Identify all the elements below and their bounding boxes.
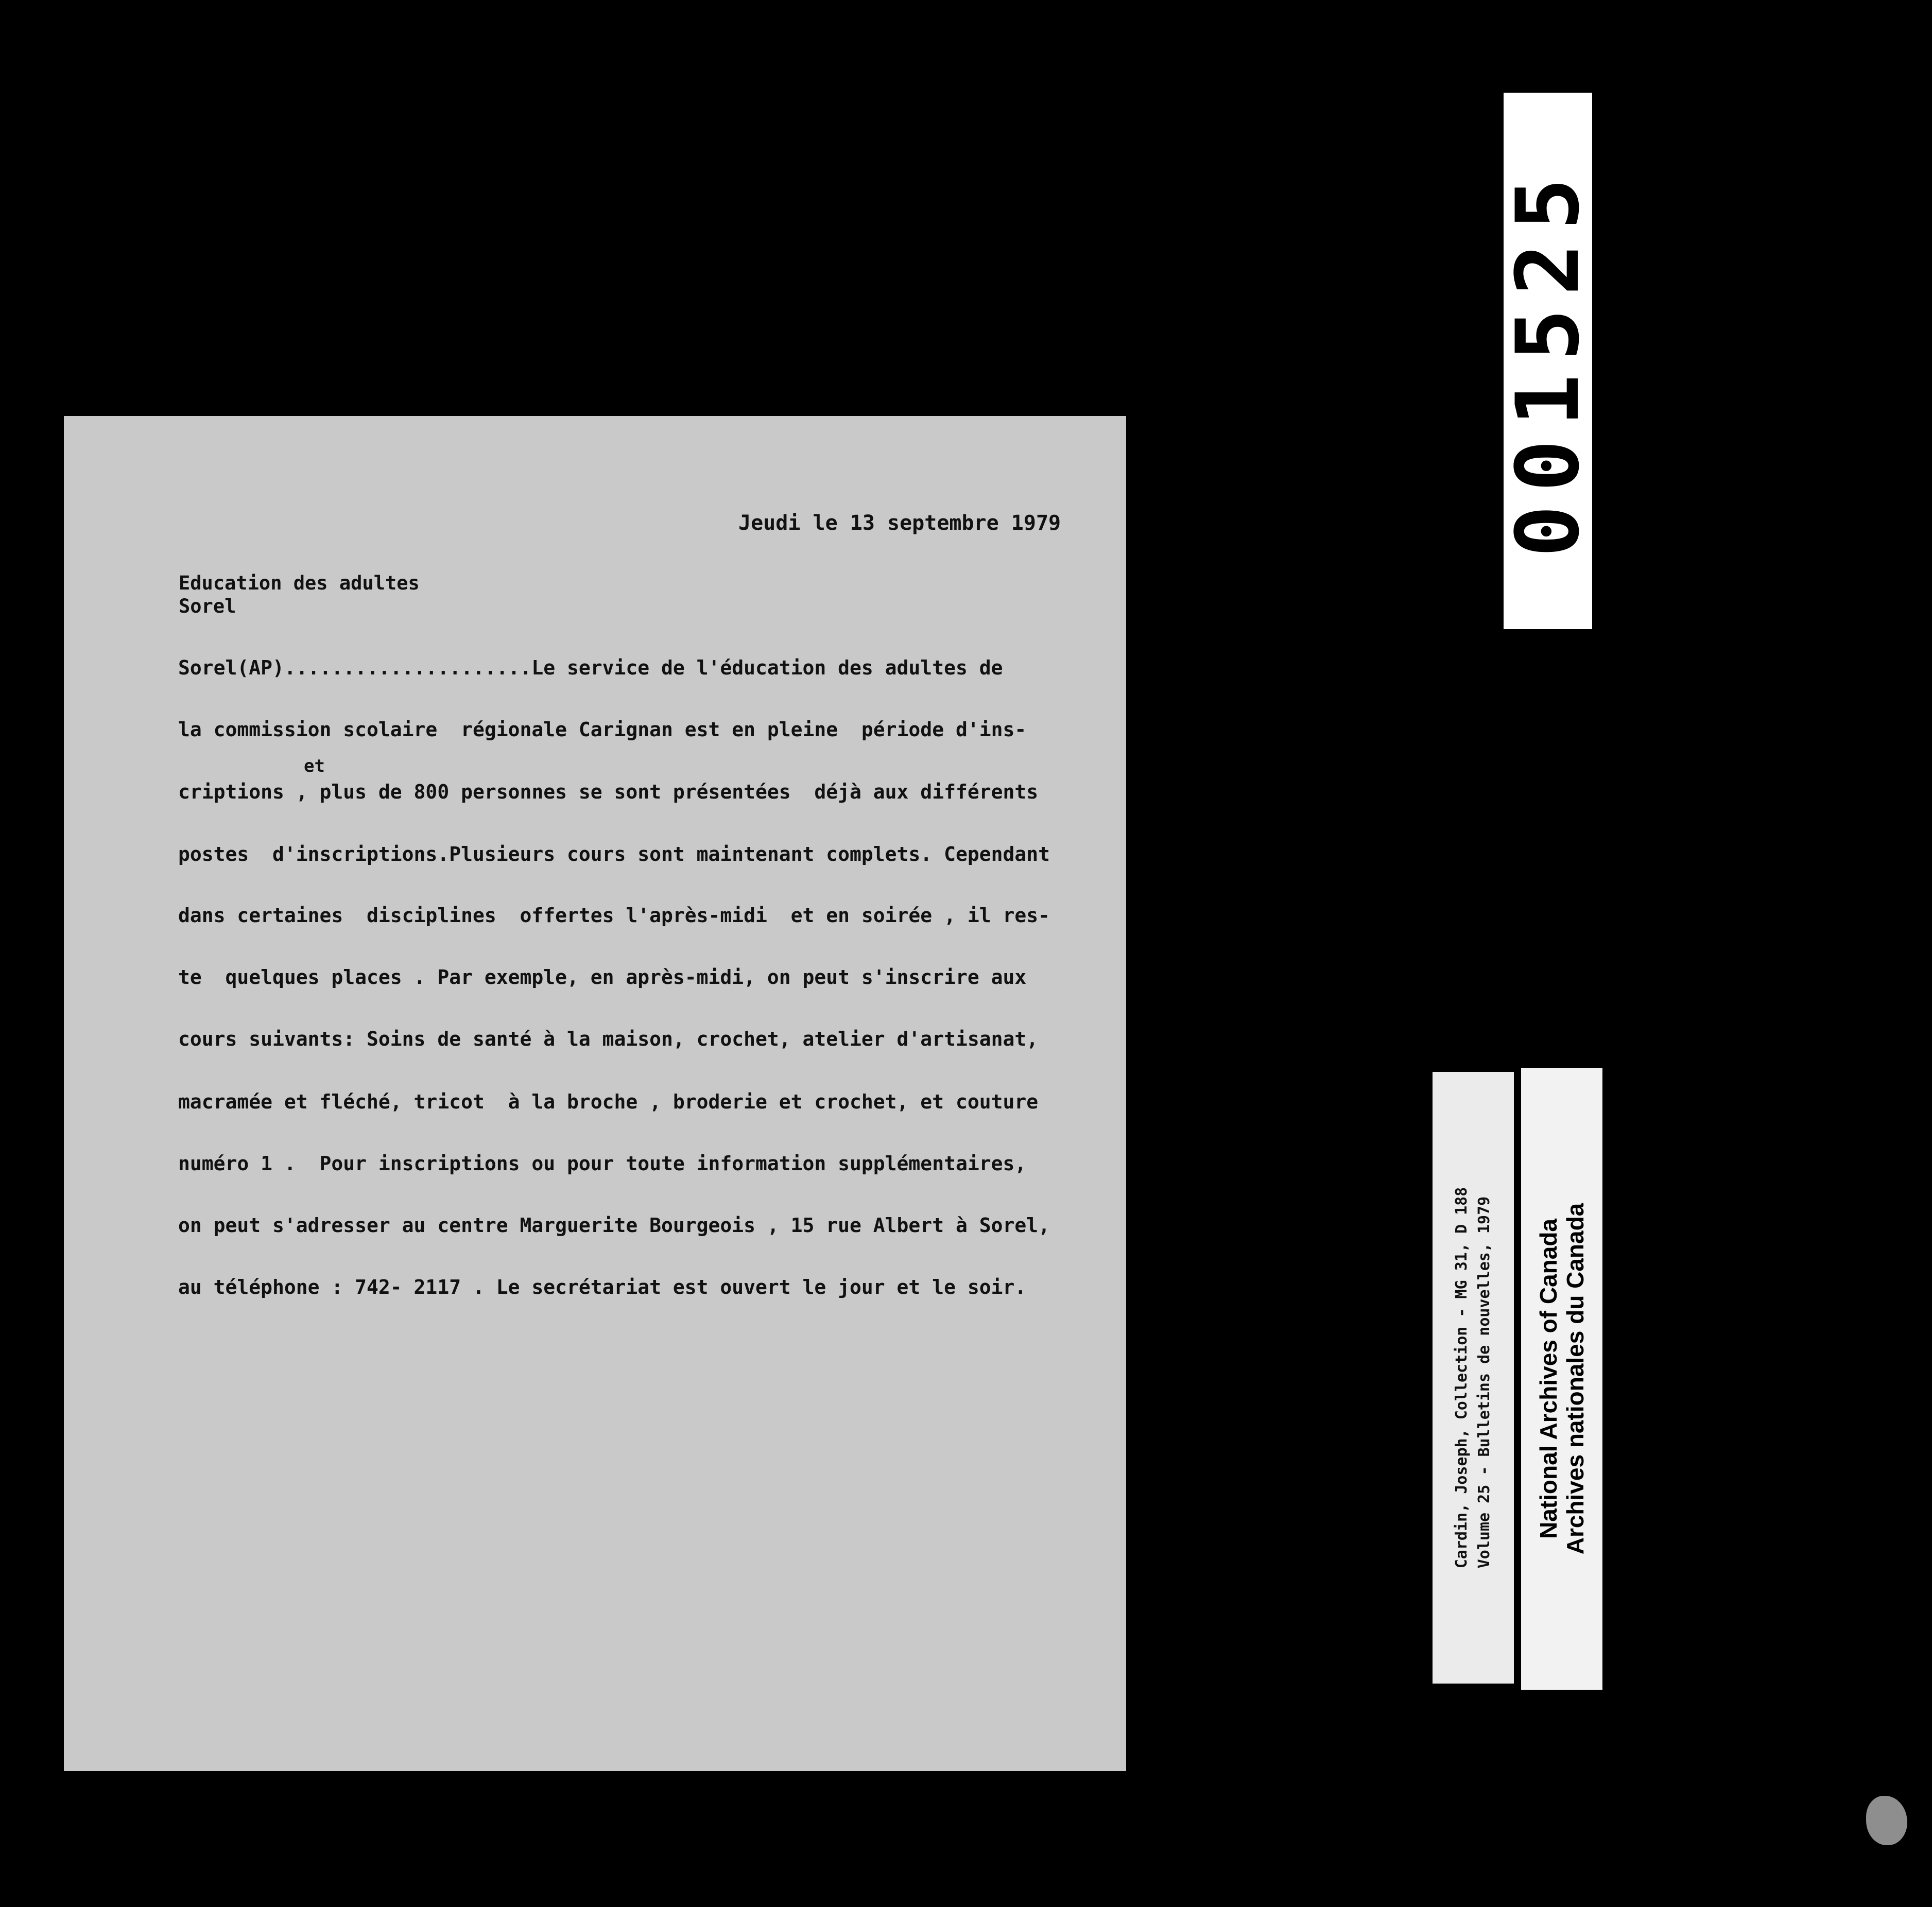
film-debris-speck xyxy=(1866,1796,1907,1845)
frame-number: 001525 xyxy=(1497,164,1598,558)
document-heading-title: Education des adultes xyxy=(179,572,420,594)
body-line-9: numéro 1 . Pour inscriptions ou pour toute information supplémentaires, xyxy=(178,1152,1027,1175)
body-line-7: cours suivants: Soins de santé à la maison, crochet, atelier d'artisanat, xyxy=(178,1028,1039,1050)
collection-reference-line-2: Volume 25 - Bulletins de nouvelles, 1979 xyxy=(1475,1196,1493,1569)
archives-name-french: Archives nationales du Canada xyxy=(1562,1203,1589,1555)
handwritten-insertion: et xyxy=(304,756,325,776)
archives-label xyxy=(1521,1068,1602,1690)
document-heading-location: Sorel xyxy=(179,595,236,617)
collection-reference-line-1: Cardin, Joseph, Collection - MG 31, D 188 xyxy=(1453,1187,1471,1569)
body-line-2: la commission scolaire régionale Carignan est en pleine période d'ins- xyxy=(178,718,1027,741)
body-line-8: macramée et fléché, tricot à la broche , broderie et crochet, et couture xyxy=(178,1090,1039,1113)
body-line-5: dans certaines disciplines offertes l'après-midi et en soirée , il res- xyxy=(178,904,1050,927)
body-line-11: au téléphone : 742- 2117 . Le secrétariat est ouvert le jour et le soir. xyxy=(178,1276,1027,1298)
body-line-3: criptions , plus de 800 personnes se sont présentées déjà aux différents xyxy=(178,781,1039,803)
document-date: Jeudi le 13 septembre 1979 xyxy=(738,511,1061,535)
body-line-10: on peut s'adresser au centre Marguerite Bourgeois , 15 rue Albert à Sorel, xyxy=(178,1214,1050,1237)
body-line-6: te quelques places . Par exemple, en après-midi, on peut s'inscrire aux xyxy=(178,966,1027,989)
collection-reference-label xyxy=(1433,1072,1514,1684)
archives-name-english: National Archives of Canada xyxy=(1535,1218,1562,1539)
typewritten-page xyxy=(64,416,1126,1771)
body-line-1: Sorel(AP).....................Le service de l'éducation des adultes de xyxy=(178,656,1003,679)
frame-number-label xyxy=(1497,93,1598,629)
body-line-4: postes d'inscriptions.Plusieurs cours sont maintenant complets. Cependant xyxy=(178,843,1050,865)
